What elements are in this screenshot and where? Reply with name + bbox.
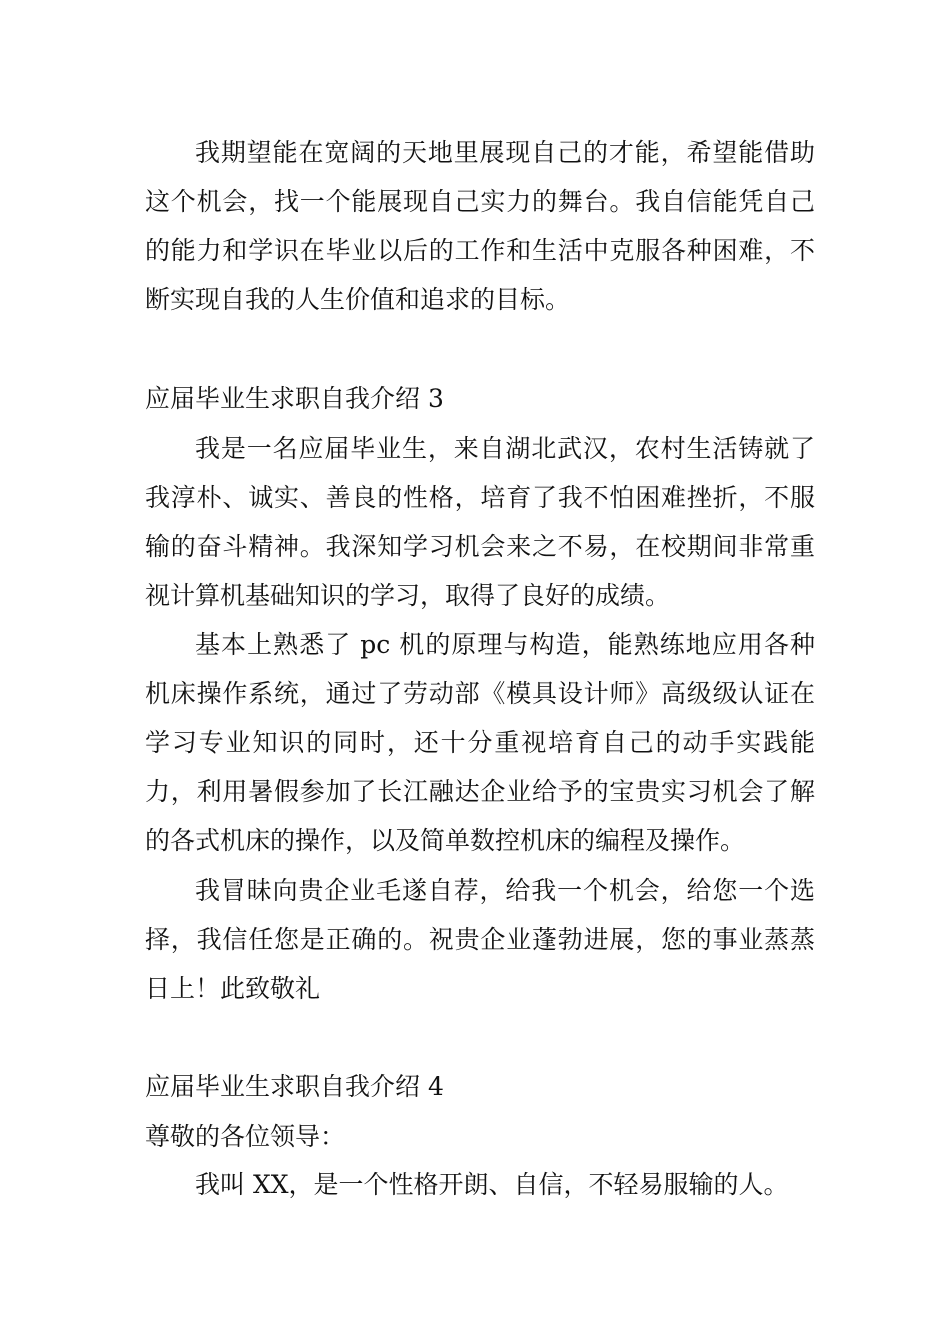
paragraph-skills (145, 620, 815, 865)
paragraph-text: 我期望能在宽阔的天地里展现自己的才能，希望能借助这个机会，找一个能展现自己实力的舞台。我自信能凭自己的能力和学识在毕业以后的工作和生活中克服各种困难，不断实现自我的人生价值和追求的目标。 (145, 138, 815, 314)
section-heading-4 (145, 1062, 815, 1111)
paragraph-text: 我冒昧向贵企业毛遂自荐，给我一个机会，给您一个选择，我信任您是正确的。祝贵企业蓬勃进展，您的事业蒸蒸日上！此致敬礼 (145, 876, 815, 1003)
heading-text: 应届毕业生求职自我介绍 4 (145, 1072, 444, 1101)
paragraph-introduction (145, 1160, 815, 1209)
paragraph-aspiration (145, 128, 815, 324)
heading-text: 应届毕业生求职自我介绍 3 (145, 384, 444, 413)
salutation-text: 尊敬的各位领导： (145, 1122, 346, 1151)
salutation (145, 1112, 815, 1161)
paragraph-text: 我叫 XX，是一个性格开朗、自信，不轻易服输的人。 (195, 1170, 789, 1199)
paragraph-background (145, 424, 815, 620)
paragraph-text: 我是一名应届毕业生，来自湖北武汉，农村生活铸就了我淳朴、诚实、善良的性格，培育了我不怕困难挫折，不服输的奋斗精神。我深知学习机会来之不易，在校期间非常重视计算机基础知识的学习，取得了良好的成绩。 (145, 434, 815, 610)
paragraph-closing (145, 866, 815, 1013)
paragraph-text: 基本上熟悉了 pc 机的原理与构造，能熟练地应用各种机床操作系统，通过了劳动部《模具设计师》高级级认证在学习专业知识的同时，还十分重视培育自己的动手实践能力，利用暑假参加了长江融达企业给予的宝贵实习机会了解的各式机床的操作，以及简单数控机床的编程及操作。 (145, 630, 815, 855)
section-heading-3 (145, 374, 815, 423)
